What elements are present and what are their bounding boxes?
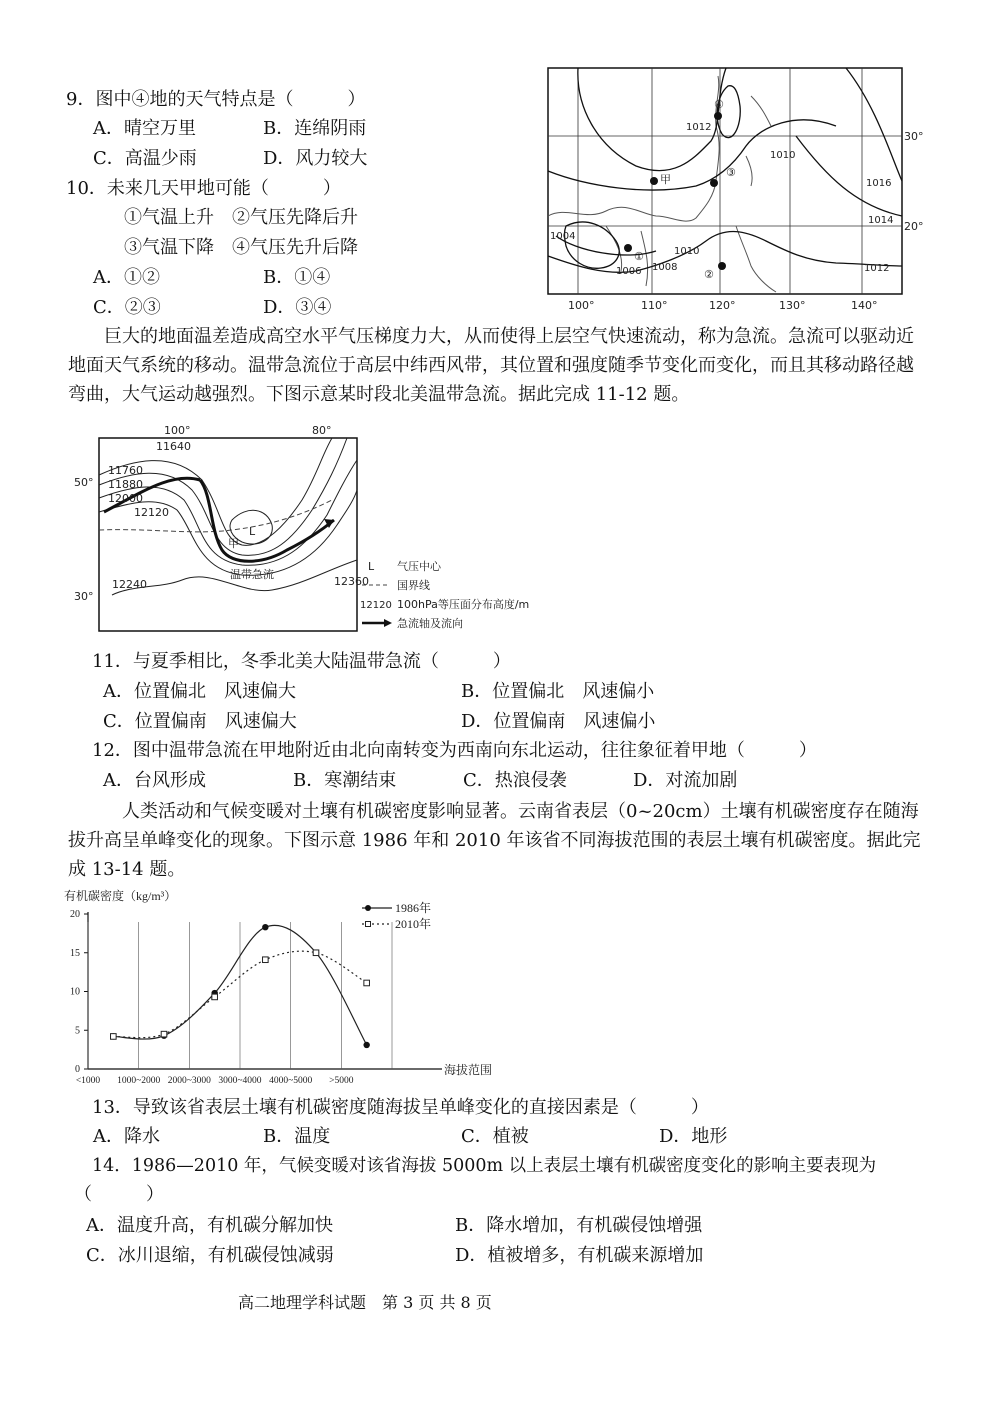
legend-marker-1 (366, 922, 371, 927)
q9-option-c: C．高温少雨 (93, 148, 197, 169)
x-tick-label: <1000 (75, 1076, 101, 1086)
svg-text:110°: 110° (641, 299, 668, 312)
y-tick-label: 5 (75, 1025, 80, 1037)
svg-text:L: L (249, 525, 256, 538)
svg-text:12000: 12000 (108, 492, 143, 505)
svg-text:1008: 1008 (652, 262, 678, 273)
data-point-1 (212, 994, 218, 1000)
q14-stem-bracket: （ ） (74, 1184, 164, 1205)
q14-option-b: B．降水增加，有机碳侵蚀增强 (455, 1215, 703, 1236)
svg-text:L: L (368, 560, 375, 573)
q11-option-d: D．位置偏南 风速偏小 (461, 711, 656, 732)
legend-marker-0 (365, 905, 371, 911)
svg-text:50°: 50° (74, 476, 94, 489)
svg-text:130°: 130° (779, 299, 806, 312)
x-axis-label: 海拔范围 (444, 1063, 493, 1077)
svg-text:气压中心: 气压中心 (397, 560, 441, 573)
svg-text:30°: 30° (904, 130, 924, 143)
svg-text:12120: 12120 (134, 506, 169, 519)
x-tick-label: 1000~2000 (117, 1076, 161, 1086)
q10-option-a: A．①② (93, 267, 160, 288)
svg-text:温带急流: 温带急流 (230, 568, 274, 581)
svg-text:100°: 100° (164, 424, 191, 437)
q14-option-d: D．植被增多，有机碳来源增加 (455, 1245, 704, 1266)
svg-text:12360: 12360 (334, 575, 369, 588)
svg-text:甲: 甲 (228, 537, 239, 550)
q13-option-d: D．地形 (659, 1126, 728, 1147)
q13-option-b: B．温度 (263, 1126, 331, 1147)
svg-text:20°: 20° (904, 220, 924, 233)
y-tick-label: 20 (70, 909, 80, 920)
x-tick-label: 2000~3000 (167, 1076, 211, 1086)
q11-option-c: C．位置偏南 风速偏大 (103, 711, 297, 732)
svg-text:11640: 11640 (156, 440, 191, 453)
svg-text:100hPa等压面分布高度/m: 100hPa等压面分布高度/m (397, 598, 530, 611)
jet-stream-map (72, 420, 530, 635)
y-tick-label: 15 (70, 947, 80, 959)
svg-text:100°: 100° (568, 299, 595, 312)
q14-stem: 14．1986—2010 年，气候变暖对该省海拔 5000m 以上表层土壤有机碳密度变化的影响主要表现为 (92, 1156, 877, 1176)
x-tick-label: 3000~4000 (218, 1076, 262, 1086)
svg-text:急流轴及流向: 急流轴及流向 (397, 617, 463, 630)
q13-option-c: C．植被 (461, 1126, 529, 1147)
svg-text:1014: 1014 (868, 215, 894, 226)
svg-text:国界线: 国界线 (397, 579, 430, 592)
svg-text:1012: 1012 (864, 263, 890, 274)
q13-option-a: A．降水 (93, 1126, 160, 1147)
data-point-1 (161, 1031, 167, 1037)
y-axis-label: 有机碳密度（kg/m³） (64, 889, 177, 903)
data-point-1 (263, 957, 269, 963)
q9-option-d: D．风力较大 (263, 148, 368, 169)
svg-text:120°: 120° (709, 299, 736, 312)
x-tick-label: 4000~5000 (269, 1076, 313, 1086)
data-point-1 (111, 1034, 117, 1040)
q12-option-c: C．热浪侵袭 (463, 770, 567, 791)
y-tick-label: 10 (70, 986, 80, 998)
q10-statements-1: ①气温上升 ②气压先降后升 (124, 207, 358, 228)
x-tick-label: >5000 (329, 1076, 354, 1086)
page-footer: 高二地理学科试题 第 3 页 共 8 页 (238, 1293, 492, 1312)
q10-option-b: B．①④ (263, 267, 331, 288)
svg-text:11760: 11760 (108, 464, 143, 477)
q10-option-d: D．③④ (263, 297, 332, 318)
intro-paragraph-soil-carbon: 人类活动和气候变暖对土壤有机碳密度影响显著。云南省表层（0~20cm）土壤有机碳密度存在随海拔升高呈单峰变化的现象。下图示意 1986 年和 2010 年该省不同海拔范围的表层土壤有机碳密度。据此完成 13-14 题。 (68, 801, 921, 880)
q9-option-b: B．连绵阴雨 (263, 118, 367, 139)
q11-option-a: A．位置偏北 风速偏大 (103, 681, 296, 702)
svg-text:1016: 1016 (866, 178, 892, 189)
data-point-1 (313, 950, 319, 956)
q14-option-c: C．冰川退缩，有机碳侵蚀减弱 (86, 1245, 334, 1266)
svg-text:1006: 1006 (616, 266, 642, 277)
q13-stem: 13．导致该省表层土壤有机碳密度随海拔呈单峰变化的直接因素是（ ） (92, 1097, 709, 1118)
q9-option-a: A．晴空万里 (93, 118, 196, 139)
data-point-0 (262, 924, 268, 930)
map1-point-3: ③ (726, 166, 736, 179)
legend-label-0: 1986年 (395, 901, 432, 915)
q9-stem: 9．图中④地的天气特点是（ ） (66, 89, 366, 110)
map1-point-2: ② (704, 268, 714, 281)
q12-option-a: A．台风形成 (103, 770, 206, 791)
data-point-0 (363, 1042, 369, 1048)
svg-text:140°: 140° (851, 299, 878, 312)
map1-point-jia: 甲 (660, 173, 671, 186)
svg-text:1012: 1012 (686, 122, 712, 133)
q11-option-b: B．位置偏北 风速偏小 (461, 681, 655, 702)
isobar-map (546, 66, 924, 312)
svg-text:1010: 1010 (674, 246, 700, 257)
svg-text:1010: 1010 (770, 150, 796, 161)
data-point-1 (364, 980, 370, 986)
svg-text:80°: 80° (312, 424, 332, 437)
svg-text:12120: 12120 (360, 600, 392, 611)
q14-option-a: A．温度升高，有机碳分解加快 (86, 1215, 333, 1236)
q12-option-b: B．寒潮结束 (293, 770, 397, 791)
intro-paragraph-jet-stream: 巨大的地面温差造成高空水平气压梯度力大，从而使得上层空气快速流动，称为急流。急流可以驱动近地面天气系统的移动。温带急流位于高层中纬西风带，其位置和强度随季节变化而变化，而且其移动路径越弯曲，大气运动越强烈。下图示意某时段北美温带急流。据此完成 11-12 题。 (68, 326, 914, 405)
q12-option-d: D．对流加剧 (633, 770, 738, 791)
q12-stem: 12．图中温带急流在甲地附近由北向南转变为西南向东北运动，往往象征着甲地（ ） (92, 740, 817, 761)
soil-carbon-chart (62, 884, 493, 1089)
y-tick-label: 0 (75, 1064, 80, 1075)
map1-point-4: ④ (714, 98, 724, 111)
q10-stem: 10．未来几天甲地可能（ ） (66, 178, 341, 199)
q11-stem: 11．与夏季相比，冬季北美大陆温带急流（ ） (92, 651, 511, 672)
svg-text:11880: 11880 (108, 478, 143, 491)
svg-text:1004: 1004 (550, 231, 576, 242)
map1-point-1: ① (634, 250, 644, 263)
svg-text:12240: 12240 (112, 578, 147, 591)
svg-text:30°: 30° (74, 590, 94, 603)
legend-label-1: 2010年 (395, 917, 432, 931)
q10-option-c: C．②③ (93, 297, 161, 318)
q10-statements-2: ③气温下降 ④气压先升后降 (124, 237, 358, 258)
